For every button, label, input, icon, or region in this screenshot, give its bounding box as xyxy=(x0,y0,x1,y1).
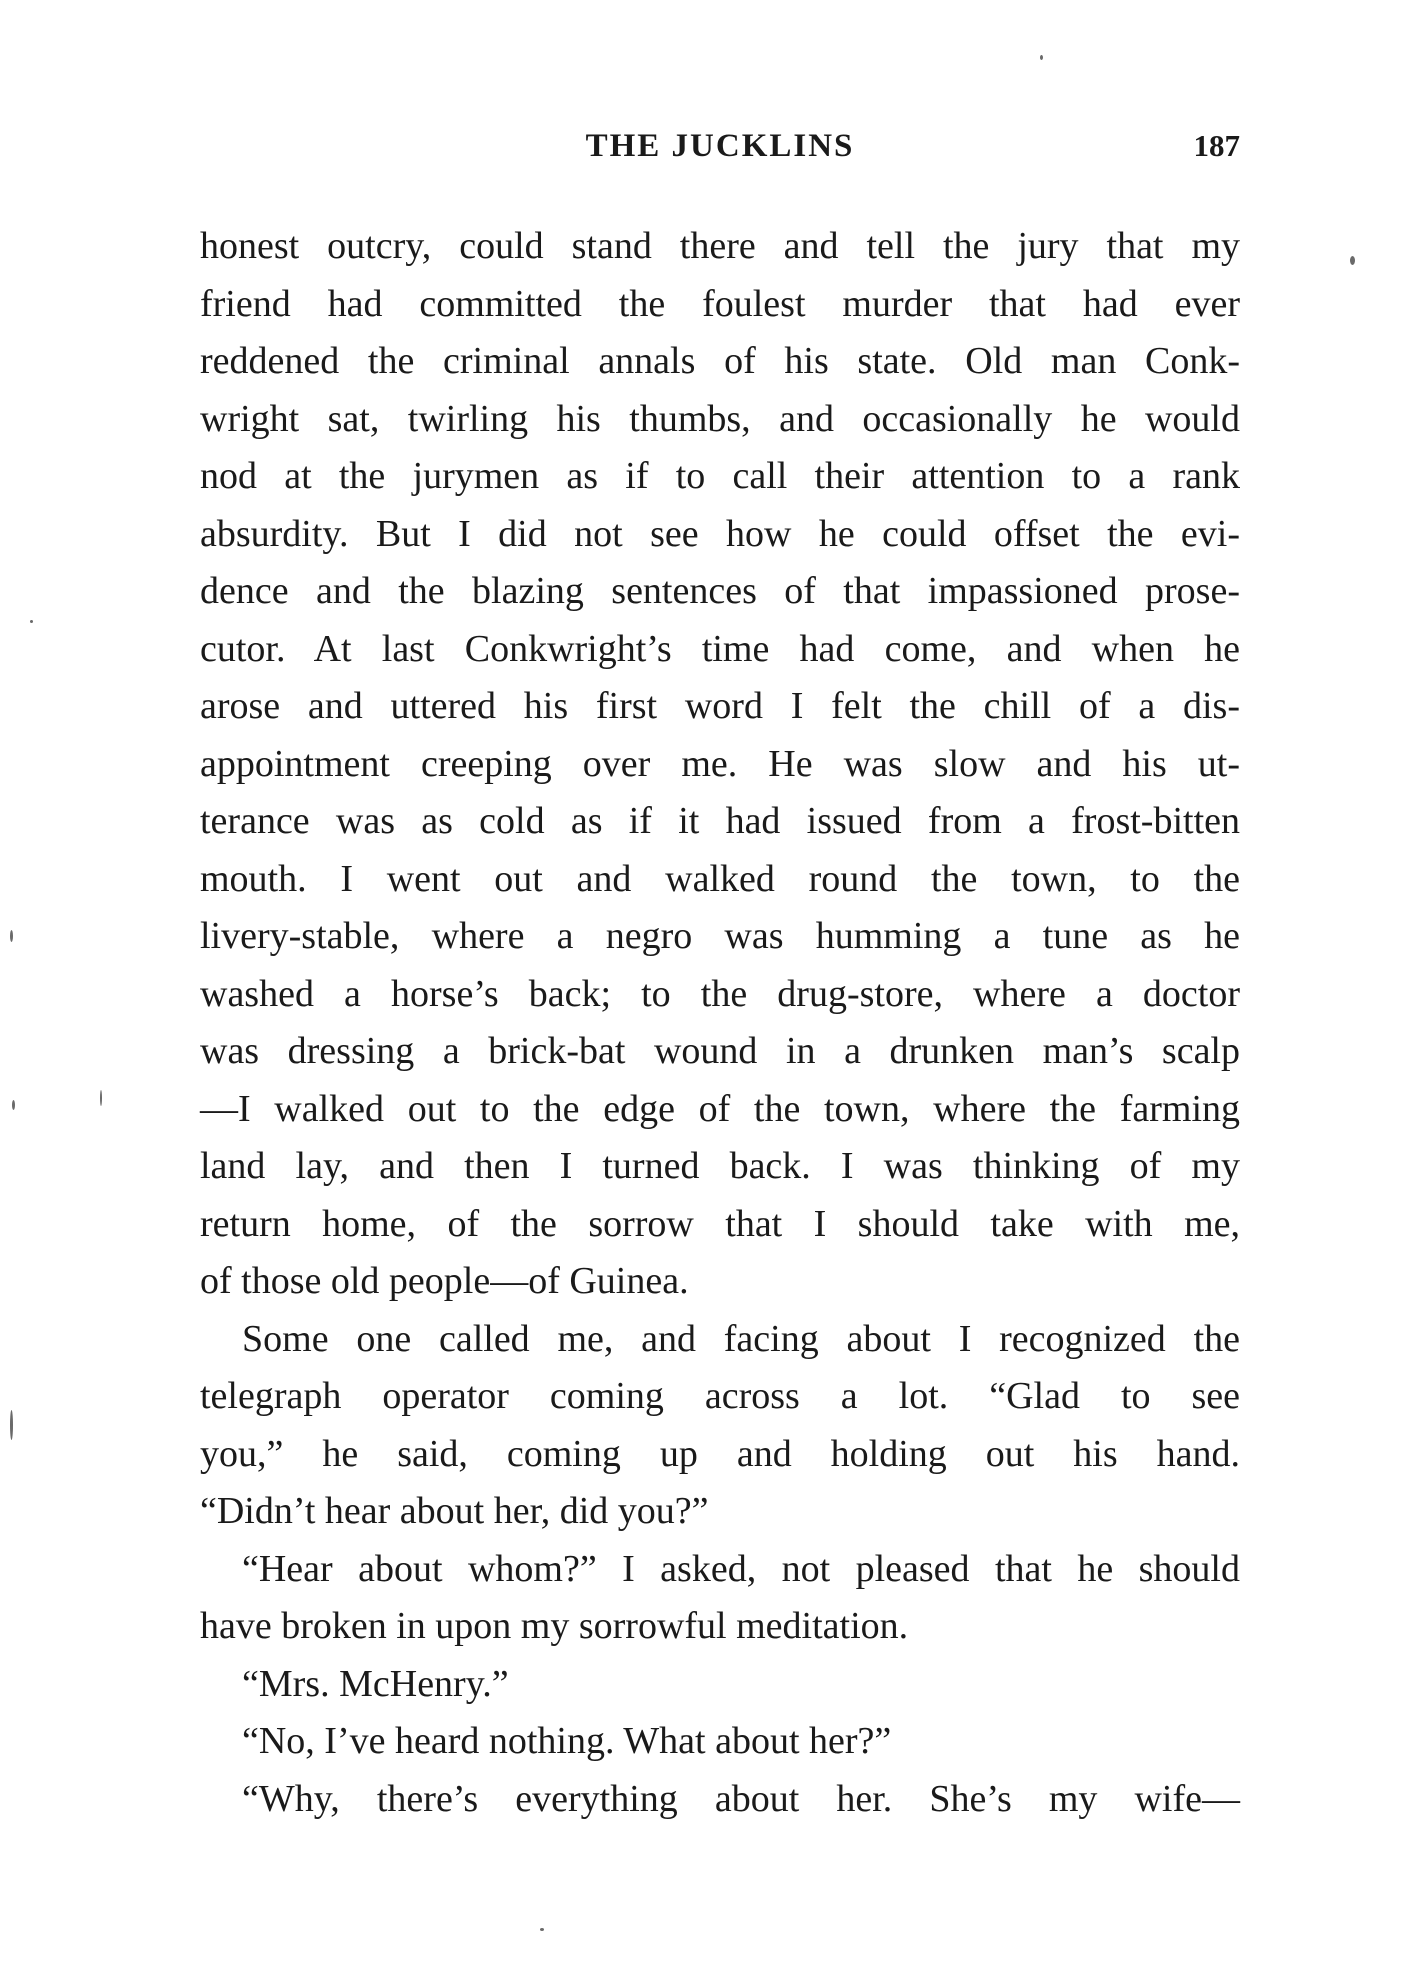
scan-speck xyxy=(100,1090,102,1106)
text-line: arose and uttered his first word I felt the chill of a dis- xyxy=(200,685,1240,727)
scan-speck xyxy=(10,930,13,942)
text-line: terance was as cold as if it had issued from a frost-bitten xyxy=(200,800,1240,842)
scan-speck xyxy=(10,1410,13,1440)
scan-speck xyxy=(1350,256,1355,265)
page-number: 187 xyxy=(1193,128,1240,163)
text-line: have broken in upon my sorrowful meditation. xyxy=(200,1605,909,1647)
text-line: reddened the criminal annals of his state. Old man Conk- xyxy=(200,340,1240,382)
text-line: nod at the jurymen as if to call their attention to a rank xyxy=(200,455,1240,497)
text-line: wright sat, twirling his thumbs, and occasionally he would xyxy=(200,397,1240,440)
text-line: “Why, there’s everything about her. She’s my wife— xyxy=(242,1777,1240,1820)
text-line: was dressing a brick-bat wound in a drunken man’s scalp xyxy=(200,1030,1240,1072)
text-line: “Didn’t hear about her, did you?” xyxy=(200,1490,709,1532)
text-line: honest outcry, could stand there and tell the jury that my xyxy=(200,225,1240,267)
text-line: “Mrs. McHenry.” xyxy=(242,1662,509,1705)
text-line: washed a horse’s back; to the drug-store, where a doctor xyxy=(200,972,1240,1015)
scan-speck xyxy=(1040,55,1043,60)
scan-speck xyxy=(30,620,33,623)
text-line: appointment creeping over me. He was slow and his ut- xyxy=(200,742,1240,785)
text-line: dence and the blazing sentences of that impassioned prose- xyxy=(200,570,1240,612)
text-line: return home, of the sorrow that I should take with me, xyxy=(200,1202,1240,1245)
running-head xyxy=(200,128,1240,168)
scan-speck xyxy=(540,1928,544,1931)
text-line: you,” he said, coming up and holding out his hand. xyxy=(200,1432,1240,1475)
text-line: “No, I’ve heard nothing. What about her?” xyxy=(242,1720,892,1762)
text-line: land lay, and then I turned back. I was thinking of my xyxy=(200,1145,1240,1187)
scan-speck xyxy=(12,1100,15,1110)
text-line: cutor. At last Conkwright’s time had come, and when he xyxy=(200,627,1240,670)
text-line: mouth. I went out and walked round the town, to the xyxy=(200,857,1240,900)
text-line: livery-stable, where a negro was humming a tune as he xyxy=(200,915,1240,957)
text-line: “Hear about whom?” I asked, not pleased that he should xyxy=(242,1547,1240,1590)
text-line: telegraph operator coming across a lot. “Glad to see xyxy=(200,1375,1240,1417)
text-line: —I walked out to the edge of the town, where the farming xyxy=(200,1087,1240,1130)
text-line: friend had committed the foulest murder that had ever xyxy=(200,282,1240,325)
text-line: Some one called me, and facing about I recognized the xyxy=(242,1317,1240,1360)
running-title: THE JUCKLINS xyxy=(585,128,855,164)
text-line: of those old people—of Guinea. xyxy=(200,1260,689,1302)
body-text xyxy=(200,218,1240,1828)
text-line: absurdity. But I did not see how he could offset the evi- xyxy=(200,512,1240,555)
